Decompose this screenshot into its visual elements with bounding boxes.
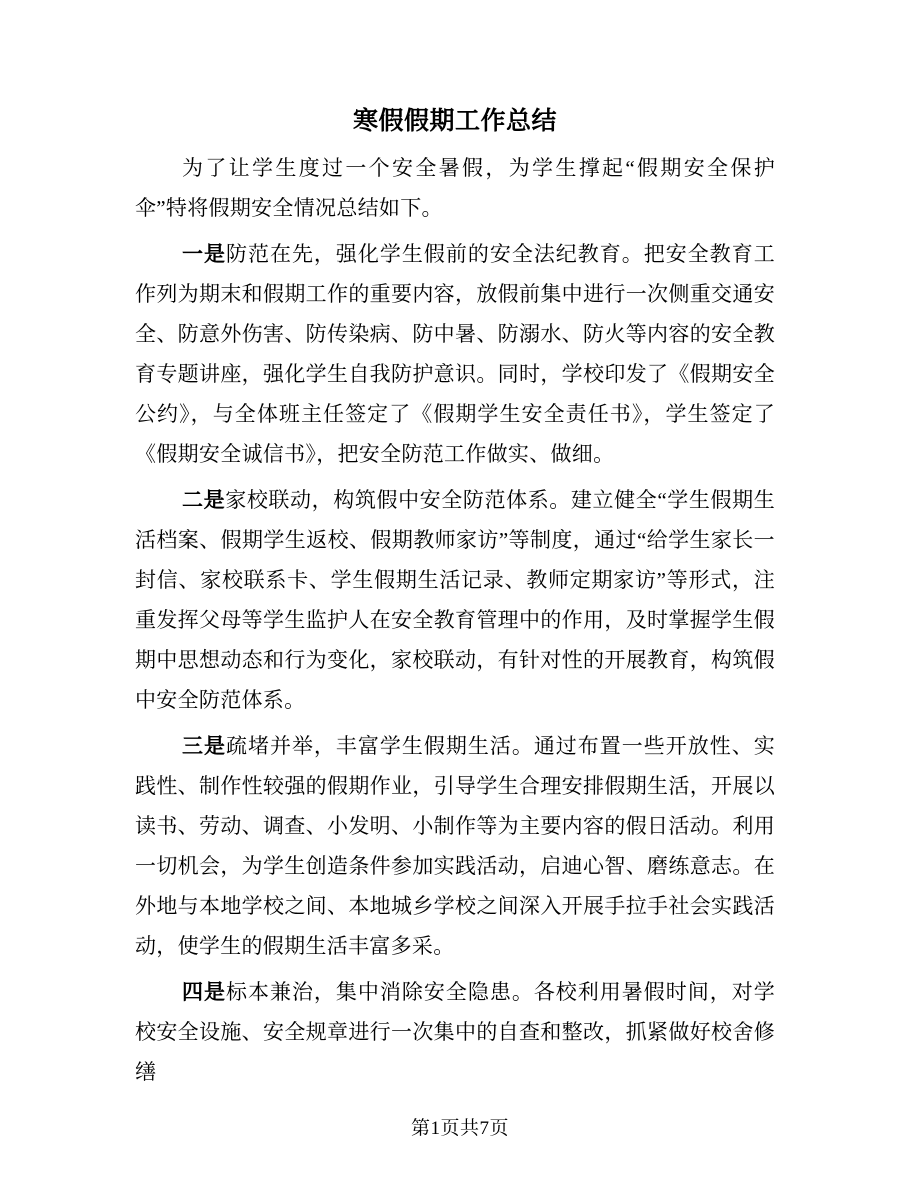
paragraph-text: 疏堵并举，丰富学生假期生活。通过布置一些开放性、实践性、制作性较强的假期作业，引导学生合理安排假期生活，开展以读书、劳动、调查、小发明、小制作等为主要内容的假日活动。利用一切机会，为学生创造条件参加实践活动，启迪心智、磨练意志。在外地与本地学校之间、本地城乡学校之间深入开展手拉手社会实践活动，使学生的假期生活丰富多采。	[135, 734, 775, 958]
document-title: 寒假假期工作总结	[352, 108, 557, 135]
paragraph-text: 标本兼治，集中消除安全隐患。各校利用暑假时间，对学校安全设施、安全规章进行一次集中的自查和整改，抓紧做好校舍修缮	[135, 980, 775, 1084]
paragraph-lead: 四是	[182, 980, 226, 1004]
document-body	[135, 0, 775, 1098]
paragraph-lead: 二是	[182, 488, 226, 512]
paragraph-intro	[135, 148, 775, 228]
paragraph-text: 防范在先，强化学生假前的安全法纪教育。把安全教育工作列为期末和假期工作的重要内容，放假前集中进行一次侧重交通安全、防意外伤害、防传染病、防中暑、防溺水、防火等内容的安全教育专题讲座，强化学生自我防护意识。同时，学校印发了《假期安全公约》，与全体班主任签定了《假期学生安全责任书》，学生签定了《假期安全诚信书》，把安全防范工作做实、做细。	[135, 242, 775, 466]
paragraph-point-4	[135, 972, 775, 1092]
paragraph-text: 为了让学生度过一个安全暑假，为学生撑起“假期安全保护伞”特将假期安全情况总结如下。	[135, 156, 775, 220]
paragraph-point-3	[135, 726, 775, 966]
paragraph-point-2	[135, 480, 775, 720]
paragraph-point-1	[135, 234, 775, 474]
page-number-footer: 第1页共7页	[410, 1118, 509, 1139]
paragraph-text: 家校联动，构筑假中安全防范体系。建立健全“学生假期生活档案、假期学生返校、假期教师家访”等制度，通过“给学生家长一封信、家校联系卡、学生假期生活记录、教师定期家访”等形式，注重发挥父母等学生监护人在安全教育管理中的作用，及时掌握学生假期中思想动态和行为变化，家校联动，有针对性的开展教育，构筑假中安全防范体系。	[135, 488, 775, 712]
paragraph-lead: 三是	[182, 734, 226, 758]
paragraph-lead: 一是	[182, 242, 226, 266]
